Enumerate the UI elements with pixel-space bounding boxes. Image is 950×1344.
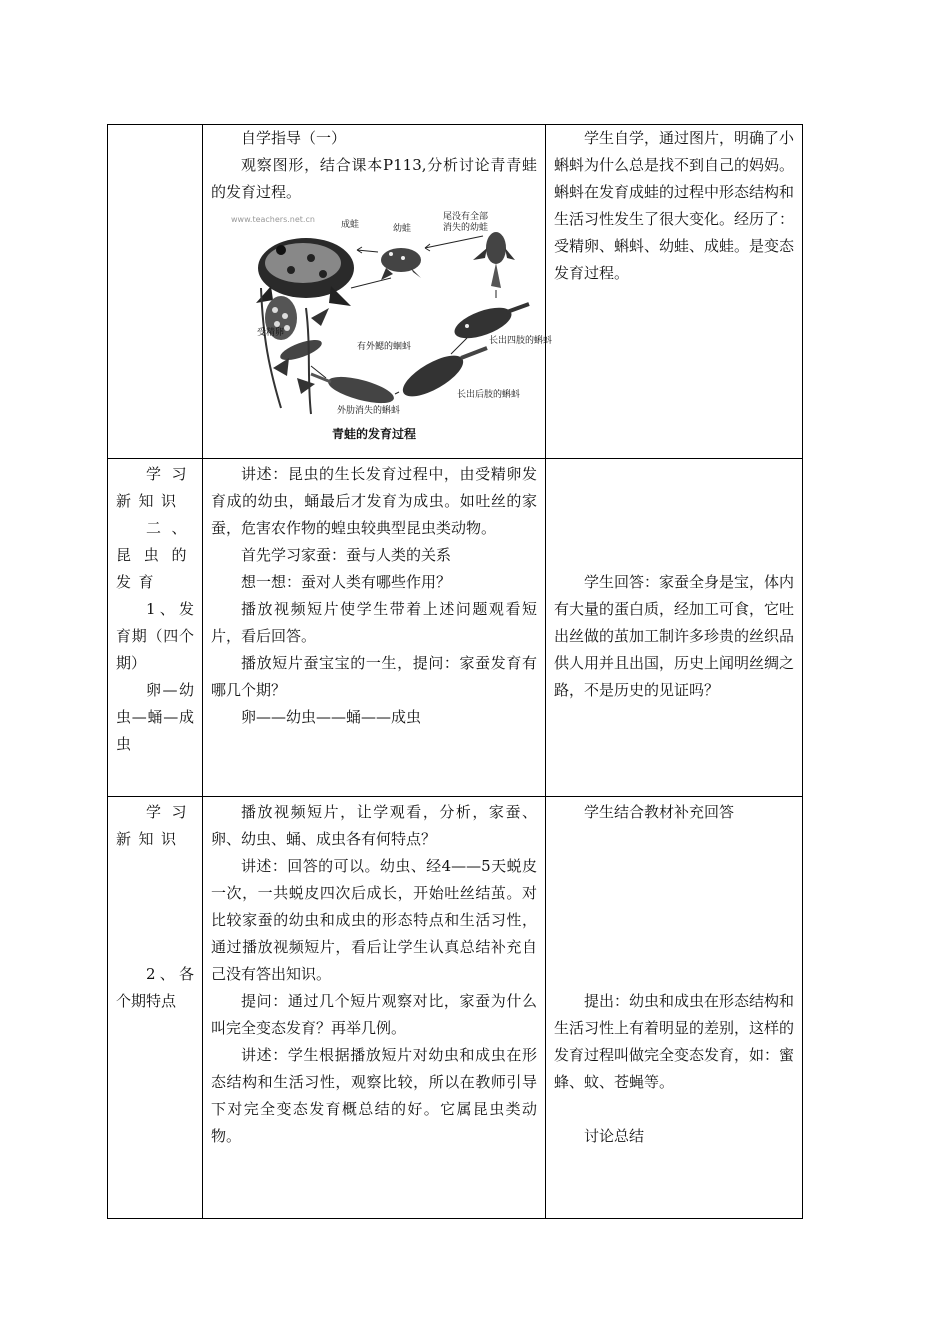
row1-teacher-cell <box>203 125 553 459</box>
label-tailed-froglet: 尾没有全部 消失的幼蛙 <box>443 212 489 233</box>
row1-student-cell <box>546 125 803 459</box>
row3-teacher-p3: 提问：通过几个短片观察对比，家蚕为什么叫完全变态发育？再举几例。 <box>211 992 537 1037</box>
lesson-table <box>107 124 803 1219</box>
row3-student-p3: 讨论总结 <box>584 1127 645 1145</box>
row2-teacher-p5: 播放短片蚕宝宝的一生，提问：家蚕发育有哪几个期？ <box>211 654 537 699</box>
observe-text: 观察图形，结合课本P113,分析讨论青青蛙的发育过程。 <box>211 156 537 201</box>
froglet-drawing <box>381 248 421 280</box>
row2-teacher-cell <box>203 459 546 797</box>
row3-student-cell <box>546 797 803 1219</box>
row2-teacher-p6: 卵——幼虫——蛹——成虫 <box>241 708 422 726</box>
row3-student-p1: 学生结合教材补充回答 <box>584 803 735 821</box>
row2-teacher-p3: 想一想：蚕对人类有哪些作用？ <box>241 573 452 591</box>
row2-teacher-p4: 播放视频短片使学生带着上述问题观看短片，看后回答。 <box>211 600 537 645</box>
figure-watermark: www.teachers.net.cn <box>231 215 315 224</box>
row3-teacher-p4: 讲述：学生根据播放短片对幼虫和成虫在形态结构和生活习性，观察比较，所以在教师引导下对完全变态发育概总结的好。它属昆虫类动物。 <box>211 1046 537 1145</box>
row2-teacher-p2: 首先学习家蚕：蚕与人类的关系 <box>241 546 452 564</box>
row2-student-cell <box>546 459 803 797</box>
row3-teacher-p1: 播放视频短片，让学观看，分析，家蚕、卵、幼虫、蛹、成虫各有何特点？ <box>211 803 537 848</box>
label-adult-frog: 成蛙 <box>341 220 360 230</box>
row2-stage-subsection: 1、发育期（四个期） <box>116 600 194 672</box>
frog-development-figure <box>211 208 553 444</box>
row2-stage-cell <box>108 459 203 797</box>
tailed-froglet-drawing <box>473 232 515 288</box>
row3-teacher-p2: 讲述：回答的可以。幼虫、经4——5天蜕皮一次，一共蜕皮四次后成长，开始吐丝结茧。对比较家蚕的幼虫和成虫的形态特点和生活习性，通过播放视频短片，看后让学生认真总结补充自己没有答出知识。 <box>211 857 537 983</box>
row3-stage-title: 学习新知识 <box>116 803 194 848</box>
gilled-tadpole-drawing <box>278 336 324 364</box>
label-fertilized-eggs: 受精卵 <box>257 328 285 338</box>
row2-student-text: 学生回答：家蚕全身是宝，体内有大量的蛋白质，经加工可食，它吐出丝做的茧加工制许多珍贵的丝织品供人用并且出国，历史上闻明丝绸之路，不是历史的见证吗？ <box>554 573 795 699</box>
table-row <box>108 125 803 459</box>
row2-stage-title: 学习新知识 <box>116 465 194 510</box>
self-study-heading: 自学指导（一） <box>241 129 347 147</box>
label-gill-less-tadpole: 外肋消失的蝌蚪 <box>337 406 401 416</box>
row3-teacher-cell <box>203 797 546 1219</box>
row2-stage-section: 二、昆虫的发育 <box>116 519 194 591</box>
row3-stage-cell <box>108 797 203 1219</box>
label-froglet: 幼蛙 <box>393 224 412 234</box>
label-four-legged-tadpole: 长出四肢的蝌蚪 <box>489 336 553 346</box>
table-row <box>108 797 803 1219</box>
row3-student-p2: 提出：幼虫和成虫在形态结构和生活习性上有着明显的差别，这样的发育过程叫做完全变态发育，如：蜜蜂、蚊、苍蝇等。 <box>554 992 795 1091</box>
figure-caption: 青蛙的发育过程 <box>331 427 416 441</box>
row3-stage-subsection: 2、各个期特点 <box>116 965 194 1010</box>
table-row <box>108 459 803 797</box>
adult-frog-drawing <box>256 238 354 306</box>
row1-student-text: 学生自学，通过图片，明确了小蝌蚪为什么总是找不到自己的妈妈。蝌蚪在发育成蛙的过程中形态结构和生活习性发生了很大变化。经历了：受精卵、蝌蚪、幼蛙、成蛙。是变态发育过程。 <box>554 129 795 282</box>
label-gilled-tadpole: 有外鳃的蛔蚪 <box>357 342 412 352</box>
row2-teacher-p1: 讲述：昆虫的生长发育过程中，由受精卵发育成的幼虫，蛹最后才发育为成虫。如吐丝的家蚕，危害农作物的蝗虫较典型昆虫类动物。 <box>211 465 537 537</box>
label-hind-legged-tadpole: 长出后肢的蝌蚪 <box>457 390 521 400</box>
gill-less-tadpole-drawing <box>311 372 396 409</box>
row1-stage-cell <box>108 125 203 459</box>
row2-stage-sequence: 卵—幼虫—蛹—成虫 <box>116 681 194 753</box>
